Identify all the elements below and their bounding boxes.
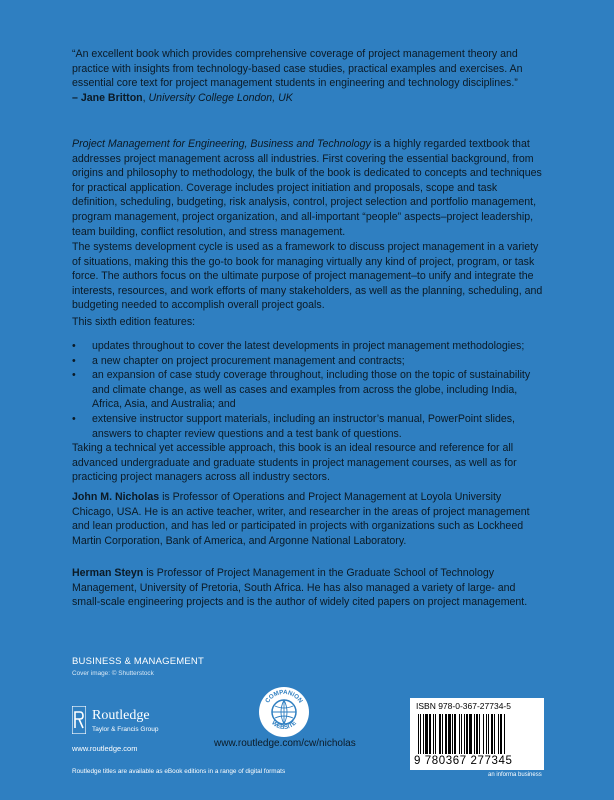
barcode-bar [439, 714, 441, 754]
subject-category: BUSINESS & MANAGEMENT [72, 656, 204, 667]
barcode-bar [442, 714, 443, 754]
bullet-icon: • [72, 369, 76, 382]
barcode-bar [423, 714, 424, 754]
barcode-digits: 9 780367 277345 [414, 755, 513, 767]
cover-image-credit: Cover image: © Shutterstock [72, 670, 154, 677]
barcode-bar [448, 714, 451, 754]
barcode-bar [498, 714, 499, 754]
barcode-bar [445, 714, 447, 754]
barcode-bar [464, 714, 465, 754]
author-name: Herman Steyn [72, 567, 144, 579]
barcode-bar [433, 714, 434, 754]
barcode-bar [452, 714, 453, 754]
feature-text: a new chapter on project procurement management and contracts; [92, 354, 405, 367]
badge-text-bottom: WEBSITE [270, 719, 298, 732]
bullet-icon: • [72, 340, 76, 352]
description-paragraph-1 [72, 137, 544, 239]
badge-text-top: COMPANION [264, 688, 304, 705]
feature-item [72, 339, 544, 354]
description-text-1: is a highly regarded textbook that addresses project management across all industries. First covering the essential background, from origins and philosophy to methodology, the bulk of the book is dedicated to concepts and techniques for practical application. Coverage includes project initiation and proposals, scope and task definition, scheduling, budgeting, risk analysis, control, project selection and portfolio management, program management, project organization, and all-important “people” aspects–project leadership, team building, conflict resolution, and stress management. [72, 138, 542, 238]
routledge-mark-icon [72, 706, 86, 734]
barcode-bar [504, 714, 505, 754]
feature-text: updates throughout to cover the latest developments in project management methodologies; [92, 340, 525, 352]
author-bio-2 [72, 566, 544, 610]
barcode-bar [483, 714, 484, 754]
barcode-bar [418, 714, 419, 754]
author-name: John M. Nicholas [72, 491, 160, 503]
description-paragraph-2: The systems development cycle is used as a framework to discuss project management in a variety of situations, making this the go-to book for managing virtually any kind of project, program, or task force. The authors focus on the ultimate purpose of project management–to unify and integrate the interests, resources, and work efforts of many stakeholders, as well as the planning, scheduling, and budgeting needed to accomplish overall project goals. [72, 241, 543, 312]
quote-attribution-affiliation: University College London, UK [148, 91, 293, 104]
barcode-bar [491, 714, 493, 754]
barcode-bar [494, 714, 495, 754]
description-paragraph-4: Taking a technical yet accessible approach, this book is an ideal resource and reference for all advanced undergraduate and graduate students in project management courses, as well as for practicing project managers across all industry sectors. [72, 442, 517, 484]
bullet-icon: • [72, 412, 76, 425]
quote-text: “An excellent book which provides comprehensive coverage of project management theory and practice with insights from technology-based case studies, practical examples and exercises. An essential core text for project management students in engineering and technology disciplines.” [72, 48, 523, 90]
barcode-bar [420, 714, 421, 754]
informa-tagline: an informa business [488, 772, 542, 778]
barcode-bar [459, 714, 460, 754]
ebook-availability-note: Routledge titles are available as eBook editions in a range of digital formats [72, 768, 286, 775]
barcode-bar [461, 714, 462, 754]
publisher-url[interactable]: www.routledge.com [72, 744, 138, 753]
barcode-bar [469, 714, 472, 754]
publisher-name: Routledge [92, 708, 150, 723]
companion-website-badge-icon [258, 686, 310, 738]
feature-item [72, 354, 544, 369]
features-intro: This sixth edition features: [72, 316, 196, 328]
barcode-bar [486, 714, 487, 754]
barcode-bar [425, 714, 428, 754]
features-list [72, 339, 544, 441]
bullet-icon: • [72, 354, 76, 367]
author-bio-1 [72, 490, 544, 548]
barcode-bar [454, 714, 456, 754]
barcode-bar [500, 714, 502, 754]
barcode-bar [479, 714, 480, 754]
feature-text: an expansion of case study coverage throughout, including those on the topic of sustainability and climate change, as well as cases and examples from across the globe, including India, Africa, Asia, and Australia; and [92, 369, 531, 411]
routledge-logo [72, 706, 202, 746]
quote-attribution-name: – Jane Britton [72, 91, 143, 104]
author-bio-text: is Professor of Operations and Project Management at Loyola University Chicago, USA. He is an active teacher, writer, and researcher in the areas of project management and lean production, and has led or participated in projects with organizations such as Lockheed Martin Corporation, Bank of America, and Argonne National Laboratory. [72, 491, 530, 547]
barcode-bar [474, 714, 475, 754]
feature-text: extensive instructor support materials, including an instructor’s manual, PowerPoint slides, answers to chapter review questions and a test bank of questions. [92, 412, 515, 440]
feature-item [72, 412, 544, 441]
publisher-tagline: Taylor & Francis Group [92, 726, 159, 733]
barcode-bar [429, 714, 431, 754]
barcode-bar [476, 714, 478, 754]
companion-website-url[interactable]: www.routledge.com/cw/nicholas [214, 738, 356, 749]
barcode-bar [435, 714, 436, 754]
barcode-bars [416, 714, 538, 758]
book-title-italic: Project Management for Engineering, Business and Technology [72, 138, 371, 150]
endorsement-quote: “An excellent book which provides comprehensive coverage of project management theory and practice with insights from technology-based case studies, practical examples and exercises. An essential core text for project management students in engineering and technology disciplines.” – Jane Britton, University College London, UK [72, 48, 523, 104]
isbn-barcode [410, 698, 544, 770]
barcode-bar [488, 714, 489, 754]
author-bio-text: is Professor of Project Management in the Graduate School of Technology Management, University of Pretoria, South Africa. He has also managed a variety of large- and small-scale engineering projects and is the author of widely cited papers on project management. [72, 567, 528, 609]
isbn-label: ISBN 978-0-367-27734-5 [416, 701, 511, 711]
feature-item [72, 368, 544, 412]
barcode-bar [466, 714, 468, 754]
